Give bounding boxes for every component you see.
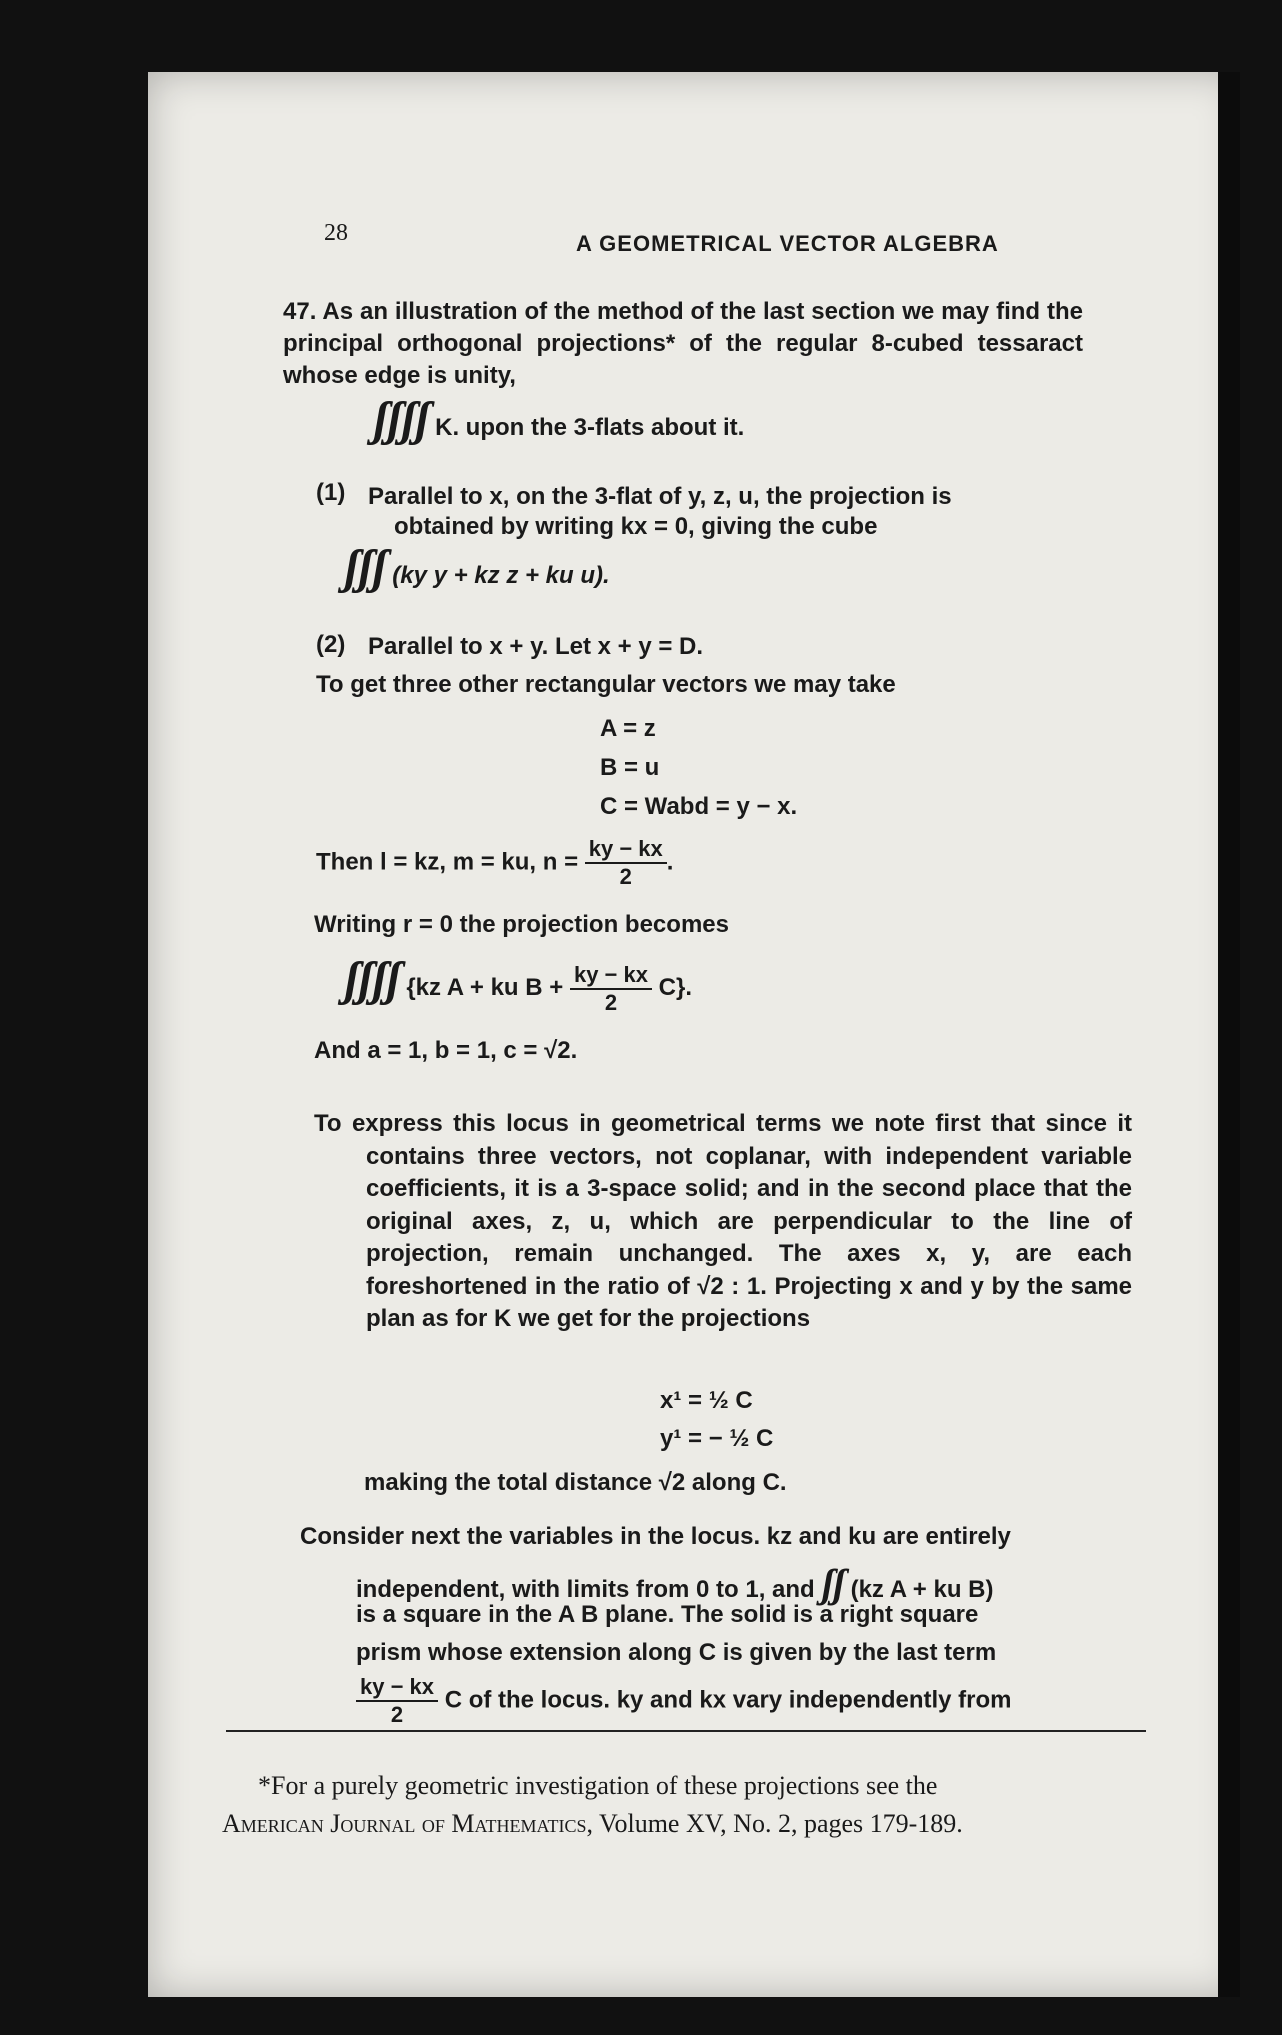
page-edge-shadow [1218, 72, 1240, 1997]
case-2-label: (2) [316, 631, 346, 658]
fraction-numerator: ky − kx [570, 964, 652, 990]
integral-sign: ʃʃ [821, 1561, 844, 1606]
equation-b: B = u [600, 754, 660, 781]
then-text: Then l = kz, m = ku, n = [316, 848, 579, 876]
page-number: 28 [324, 220, 348, 246]
equation-a: A = z [600, 715, 656, 742]
integral-sign: ʃʃʃʃ [344, 953, 400, 1006]
integral-line-text: upon the 3-flats about it. [465, 414, 745, 441]
cube-formula: (ky y + kz z + ku u). [392, 562, 610, 589]
fraction-denominator: 2 [604, 989, 618, 1015]
case-2-line-2: To get three other rectangular vectors we may take [316, 671, 896, 698]
consider-line-1: Consider next the variables in the locus. kz and ku are entirely [300, 1523, 1011, 1550]
fraction-2 [570, 961, 652, 1015]
total-distance-line: making the total distance √2 along C. [364, 1469, 787, 1496]
fraction-3 [356, 1676, 438, 1726]
projection-formula [344, 954, 692, 1014]
footnote-rule [226, 1730, 1146, 1732]
footnote-line-2 [222, 1810, 963, 1839]
consider-line-5-text: C of the locus. ky and kx vary independently from [444, 1686, 1012, 1714]
fraction [585, 838, 667, 888]
fraction-denominator: 2 [390, 1702, 404, 1727]
then-line: Then l = kz, m = ku, n = $\frac{ky - kx}{2}$ . [316, 836, 674, 889]
integral-line-1: ʃʃʃʃ K. upon the 3-flats about it. [373, 393, 745, 446]
case-1-label: (1) [316, 479, 346, 506]
consider-line-2-text: independent, with limits from 0 to 1, and [356, 1576, 815, 1603]
consider-line-3: is a square in the A B plane. The solid is a right square [356, 1601, 979, 1628]
x-projection: x¹ = ½ C [660, 1387, 753, 1414]
case-2-line-1: Parallel to x + y. Let x + y = D. [368, 633, 704, 660]
case-1-formula [344, 542, 610, 595]
running-title: A GEOMETRICAL VECTOR ALGEBRA [576, 231, 999, 256]
fraction-numerator: ky − kx [585, 838, 667, 864]
fraction-denominator: 2 [619, 864, 632, 889]
y-projection: y¹ = − ½ C [660, 1425, 774, 1452]
writing-line: Writing r = 0 the projection becomes [314, 911, 729, 938]
consider-line-5 [356, 1676, 1012, 1726]
case-1-line-1: Parallel to x, on the 3-flat of y, z, u, the projection is [368, 483, 952, 510]
formula-right: C}. [658, 974, 692, 1001]
fraction-numerator: ky − kx [356, 1676, 438, 1702]
integral-sign: ʃʃʃ [344, 541, 386, 594]
integral-sign: ʃʃʃʃ [373, 393, 429, 446]
journal-name: American Journal of Mathematics [222, 1809, 587, 1838]
footnote-rest: , Volume XV, No. 2, pages 179-189. [586, 1809, 963, 1838]
formula-left: {kz A + ku B + [406, 974, 564, 1001]
consider-line-2 [356, 1562, 994, 1606]
equation-c: C = Wabd = y − x. [600, 793, 798, 820]
case-1-line-2: obtained by writing kx = 0, giving the cube [394, 513, 878, 540]
and-line: And a = 1, b = 1, c = √2. [314, 1037, 578, 1064]
consider-line-4: prism whose extension along C is given by the last term [356, 1639, 997, 1666]
locus-paragraph: To express this locus in geometrical terms we note first that since it contains three vectors, not coplanar, with independent variable coefficients, it is a 3-space solid; and in the second place that the original axes, z, u, which are perpendicular to the line of projection, remain unchanged. The axes x, y, are each foreshortened in the ratio of √2 : 1. Projecting x and y by the same plan as for K we get for the projections [314, 1110, 1132, 1332]
para-47 [283, 296, 1083, 392]
para-47-text: As an illustration of the method of the last section we may find the principal orthogonal projections* of the regular 8-cubed tessaract whose edge is unity, [283, 298, 1084, 389]
para-47-number: 47. [283, 298, 317, 325]
consider-formula: (kz A + ku B) [850, 1576, 994, 1603]
footnote-line-1: *For a purely geometric investigation of these projections see the [258, 1771, 938, 1800]
book-page [148, 72, 1240, 1997]
